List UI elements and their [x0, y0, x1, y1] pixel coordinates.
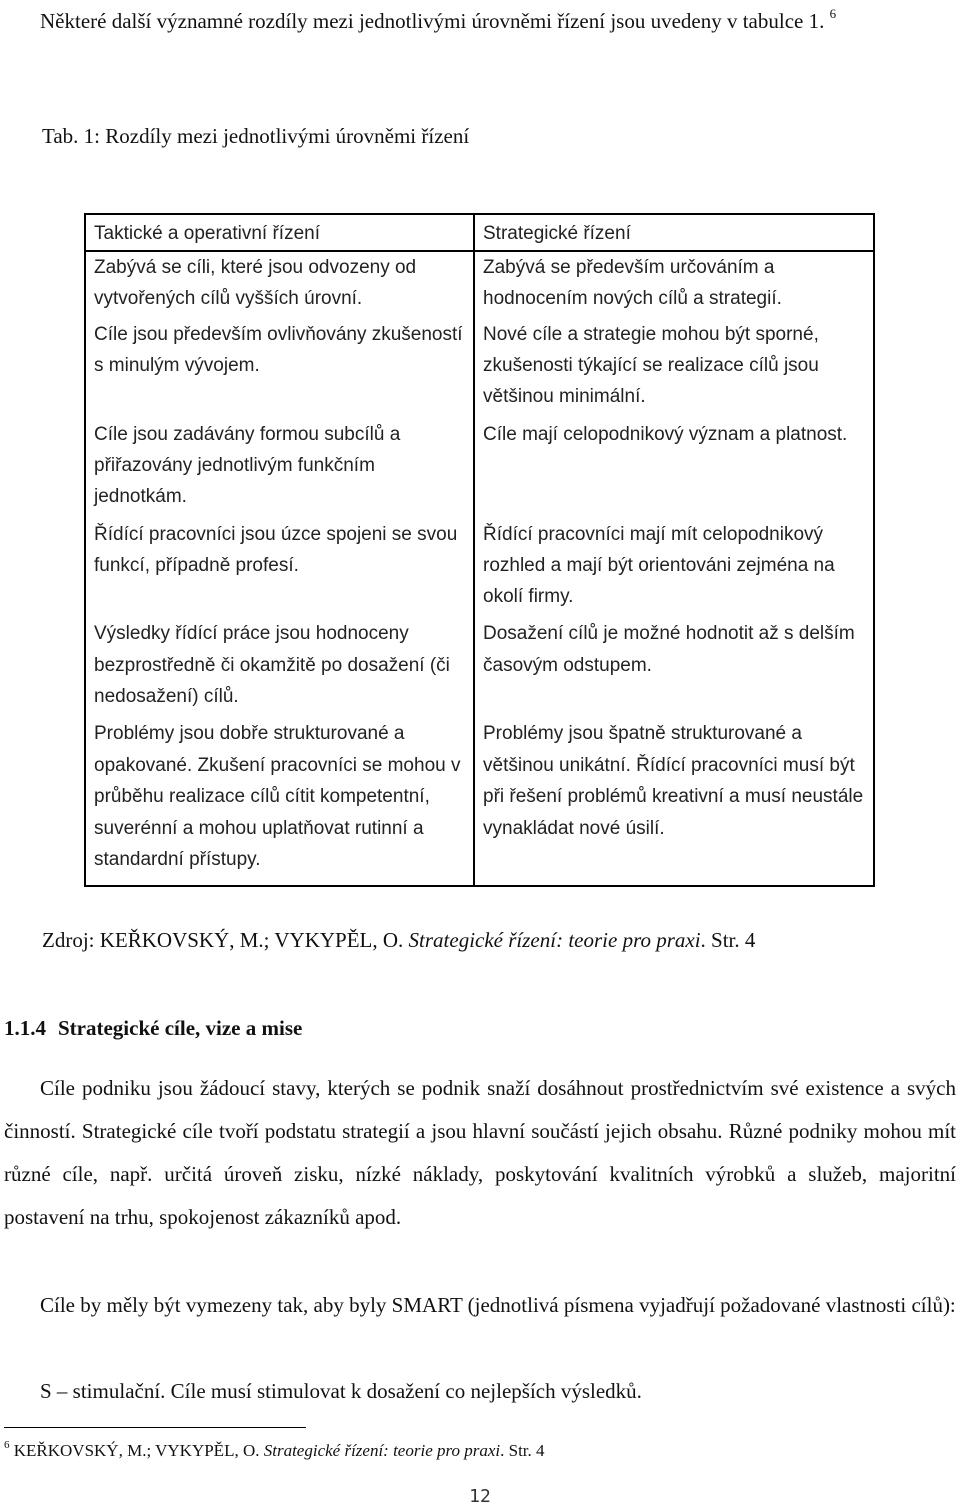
page-number: 12	[469, 1486, 491, 1507]
table-cell: Nové cíle a strategie mohou být sporné, zkušenosti týkající se realizace cílů jsou většinou minimální.	[474, 319, 874, 419]
table-row	[85, 419, 874, 519]
footnote: $^6$ KEŘKOVSKÝ, M.; VYKYPĚL, O. Strategické řízení: teorie pro praxi. Str. 4	[4, 1439, 545, 1460]
body-paragraph: Cíle by měly být vymezeny tak, aby byly SMART (jednotlivá písmena vyjadřují požadované vlastnosti cílů):	[40, 1293, 956, 1317]
table-cell: Dosažení cílů je možné hodnotit až s delším časovým odstupem.	[474, 618, 874, 718]
table-caption: Tab. 1: Rozdíly mezi jednotlivými úrovněmi řízení	[42, 124, 470, 148]
source-title: Strategické řízení: teorie pro praxi	[408, 928, 701, 952]
table-cell: Výsledky řídící práce jsou hodnoceny bezprostředně či okamžitě po dosažení (či nedosažení) cílů.	[85, 618, 474, 718]
footnote-divider	[4, 1427, 306, 1428]
table-cell: Zabývá se především určováním a hodnocením nových cílů a strategií.	[474, 251, 874, 319]
body-paragraph: Cíle podniku jsou žádoucí stavy, kterých se podnik snaží dosáhnout prostřednictvím své existence a svých činností. Strategické cíle tvoří podstatu strategií a jsou hlavní součástí jejich obsahu. Různé podniky mohou mít různé cíle, např. určitá úroveň zisku, nízké náklady, poskytování kvalitních výrobků a služeb, majoritní postavení na trhu, spokojenost zákazníků apod.	[4, 1076, 956, 1229]
comparison-table	[84, 213, 875, 887]
body-paragraph: S – stimulační. Cíle musí stimulovat k dosažení co nejlepších výsledků.	[40, 1379, 642, 1403]
table-row	[85, 251, 874, 319]
table-cell: Zabývá se cíli, které jsou odvozeny od vytvořených cílů vyšších úrovní.	[85, 251, 474, 319]
header-tactical: Taktické a operativní řízení	[85, 214, 474, 251]
table-header-row	[85, 214, 874, 251]
table-source: Zdroj: KEŘKOVSKÝ, M.; VYKYPĚL, O. Strategické řízení: teorie pro praxi. Str. 4	[42, 928, 756, 952]
table-row	[85, 718, 874, 886]
header-strategic: Strategické řízení	[474, 214, 874, 251]
table-cell: Cíle jsou zadávány formou subcílů a přiřazovány jednotlivým funkčním jednotkám.	[85, 419, 474, 519]
intro-paragraph	[4, 0, 956, 42]
footnote-mark: 6	[4, 1439, 10, 1451]
section-heading	[4, 1016, 302, 1041]
table-row	[85, 319, 874, 419]
table-cell: Cíle jsou především ovlivňovány zkušeností s minulým vývojem.	[85, 319, 474, 419]
section-title: Strategické cíle, vize a mise	[58, 1016, 303, 1040]
footnote-reference: 6	[829, 6, 837, 21]
footnote-title: Strategické řízení: teorie pro praxi	[263, 1441, 501, 1460]
table-cell: Cíle mají celopodnikový význam a platnost.	[474, 419, 874, 519]
table-cell: Řídící pracovníci jsou úzce spojeni se svou funkcí, případně profesí.	[85, 519, 474, 619]
section-number: 1.1.4	[4, 1016, 46, 1040]
table-cell: Problémy jsou špatně strukturované a většinou unikátní. Řídící pracovníci musí být při řešení problémů kreativní a musí neustále vynakládat nové úsilí.	[474, 718, 874, 886]
intro-text: Některé další významné rozdíly mezi jednotlivými úrovněmi řízení jsou uvedeny v tabulce 1. $^6$	[40, 6, 837, 33]
table-cell: Problémy jsou dobře strukturované a opakované. Zkušení pracovníci se mohou v průběhu realizace cílů cítit kompetentní, suverénní a mohou uplatňovat rutinní a standardní přístupy.	[85, 718, 474, 886]
table-cell: Řídící pracovníci mají mít celopodnikový rozhled a mají být orientováni zejména na okolí firmy.	[474, 519, 874, 619]
table-row	[85, 618, 874, 718]
table-row	[85, 519, 874, 619]
